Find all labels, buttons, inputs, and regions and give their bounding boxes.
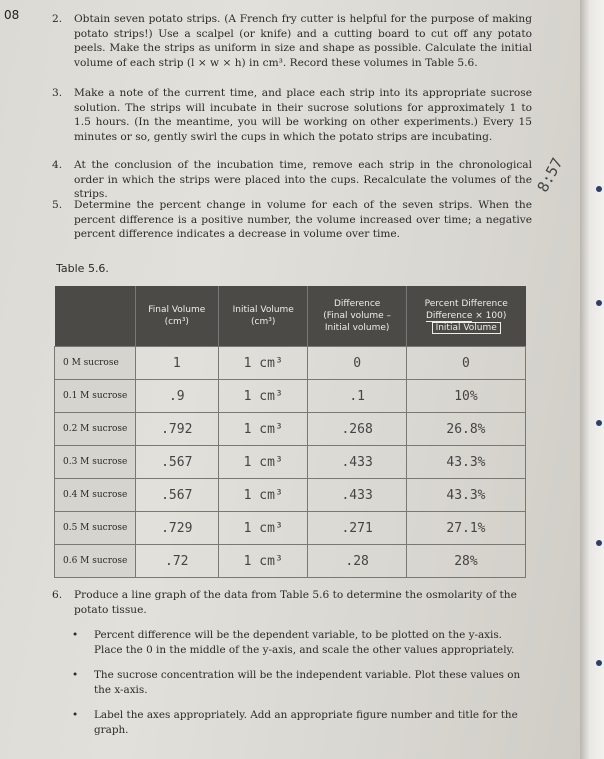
header-difference: Difference (Final volume – Initial volume) [308, 286, 407, 347]
step-number: 4. [52, 159, 63, 171]
edge-mark [596, 420, 602, 426]
table-row [55, 413, 526, 446]
initial-volume-cell: 1 cm³ [219, 347, 308, 380]
row-label: 0.5 M sucrose [55, 512, 136, 545]
difference-cell: .1 [308, 380, 407, 413]
step-number: 2. [52, 13, 63, 25]
difference-cell: .271 [308, 512, 407, 545]
bullet-dot-icon: • [72, 709, 79, 721]
difference-cell: .28 [308, 545, 407, 578]
percent-cell: 43.3% [406, 479, 525, 512]
final-volume-cell: .9 [135, 380, 219, 413]
step-2 [52, 12, 532, 70]
header-final-volume: Final Volume (cm³) [135, 286, 219, 347]
handwritten-margin-note: 8:57 [533, 154, 567, 196]
bullet-text: Percent difference will be the dependent variable, to be plotted on the y-axis. Place the 0 in the middle of the y-axis, and scale the other values appropriately. [94, 629, 515, 656]
initial-volume-cell: 1 cm³ [219, 479, 308, 512]
percent-cell: 10% [406, 380, 525, 413]
formula-numerator: Difference [426, 311, 473, 321]
difference-cell: 0 [308, 347, 407, 380]
percent-cell: 43.3% [406, 446, 525, 479]
step-text: Determine the percent change in volume for each of the seven strips. When the percent difference is a positive number, the volume increased over time; a negative percent difference indicates a decrease in volume over time. [74, 199, 532, 241]
final-volume-cell: .729 [135, 512, 219, 545]
step-5 [52, 198, 532, 242]
table-row [55, 479, 526, 512]
initial-volume-cell: 1 cm³ [219, 512, 308, 545]
edge-mark [596, 186, 602, 192]
final-volume-cell: .792 [135, 413, 219, 446]
table-row [55, 347, 526, 380]
bullet-text: The sucrose concentration will be the independent variable. Plot these values on the x-axis. [94, 669, 521, 696]
final-volume-cell: .567 [135, 479, 219, 512]
header-percent-difference: Percent Difference Difference × 100) Initial Volume [406, 286, 525, 347]
step-text: Make a note of the current time, and place each strip into its appropriate sucrose solution. The strips will incubate in their sucrose solutions for approximately 1 to 1.5 hours. (In the meantime, you will be working on other experiments.) Every 15 minutes or so, gently swirl the cups in which the potato strips are incubating. [74, 87, 532, 143]
table-row [55, 545, 526, 578]
table-row [55, 380, 526, 413]
table-row [55, 512, 526, 545]
page-number: 08 [4, 8, 20, 22]
bullet-item [72, 668, 532, 697]
percent-cell: 0 [406, 347, 525, 380]
bullet-item [72, 628, 532, 657]
bullet-item [72, 708, 532, 737]
row-label: 0.4 M sucrose [55, 479, 136, 512]
step-text: Obtain seven potato strips. (A French fry cutter is helpful for the purpose of making potato strips!) Use a scalpel (or knife) and a cutting board to cut off any potato peels. Make the strips as uniform in size and shape as possible. Calculate the initial volume of each strip (l × w × h) in cm³. Record these volumes in Table 5.6. [74, 13, 532, 69]
percent-cell: 26.8% [406, 413, 525, 446]
initial-volume-cell: 1 cm³ [219, 413, 308, 446]
row-label: 0.6 M sucrose [55, 545, 136, 578]
initial-volume-cell: 1 cm³ [219, 446, 308, 479]
final-volume-cell: .567 [135, 446, 219, 479]
difference-cell: .268 [308, 413, 407, 446]
edge-mark [596, 660, 602, 666]
step-number: 5. [52, 199, 63, 211]
step-6 [52, 588, 532, 617]
percent-cell: 27.1% [406, 512, 525, 545]
results-table [54, 286, 526, 578]
header-blank [55, 286, 136, 347]
row-label: 0 M sucrose [55, 347, 136, 380]
table-label: Table 5.6. [56, 262, 109, 275]
step-number: 3. [52, 87, 63, 99]
percent-cell: 28% [406, 545, 525, 578]
header-initial-volume: Initial Volume (cm³) [219, 286, 308, 347]
difference-cell: .433 [308, 479, 407, 512]
step-text: At the conclusion of the incubation time, remove each strip in the chronological order in which the strips were placed into the cups. Recalculate the volumes of the strips. [74, 159, 532, 201]
table-row [55, 446, 526, 479]
final-volume-cell: .72 [135, 545, 219, 578]
table-header-row [55, 286, 526, 347]
edge-mark [596, 540, 602, 546]
bullet-dot-icon: • [72, 629, 79, 641]
edge-mark [596, 300, 602, 306]
initial-volume-cell: 1 cm³ [219, 545, 308, 578]
bullet-text: Label the axes appropriately. Add an appropriate figure number and title for the graph. [94, 709, 518, 736]
row-label: 0.3 M sucrose [55, 446, 136, 479]
step-3 [52, 86, 532, 144]
step-number: 6. [52, 589, 63, 601]
step-4 [52, 158, 532, 202]
page-stack-edge [580, 0, 604, 759]
formula-denominator: Initial Volume [432, 322, 501, 334]
row-label: 0.1 M sucrose [55, 380, 136, 413]
row-label: 0.2 M sucrose [55, 413, 136, 446]
final-volume-cell: 1 [135, 347, 219, 380]
difference-cell: .433 [308, 446, 407, 479]
step-text: Produce a line graph of the data from Table 5.6 to determine the osmolarity of the potato tissue. [74, 589, 517, 616]
bullet-dot-icon: • [72, 669, 79, 681]
initial-volume-cell: 1 cm³ [219, 380, 308, 413]
